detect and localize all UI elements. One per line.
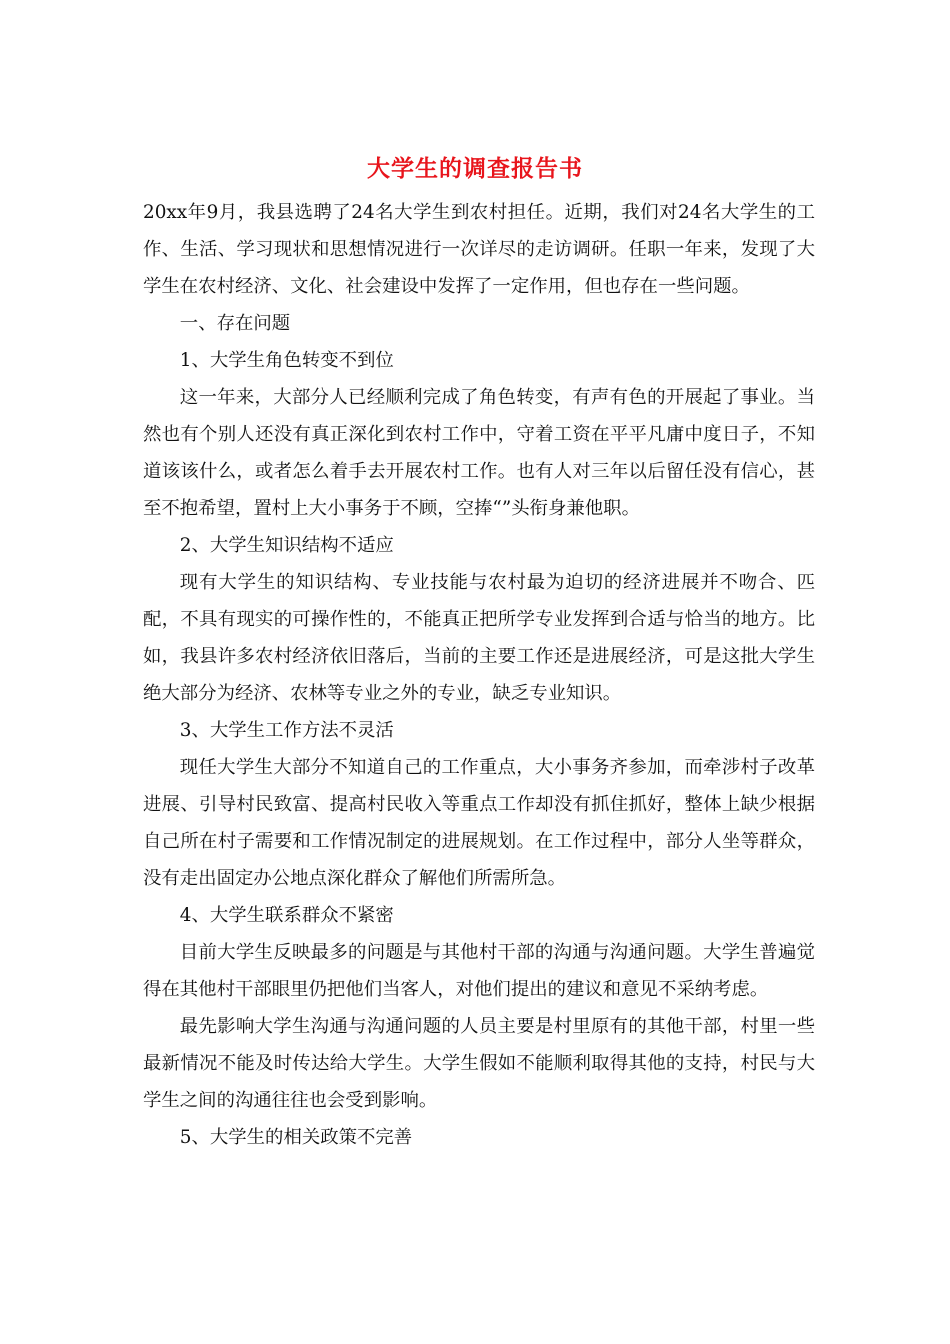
subheading-1: 1、大学生角色转变不到位	[179, 350, 394, 371]
paragraph-1: 这一年来，大部分人已经顺利完成了角色转变，有声有色的开展起了事业。当然也有个别人还没有真正深化到农村工作中，守着工资在平平凡庸中度日子，不知道该该什么，或者怎么着手去开展农村工作。也有人对三年以后留任没有信心，甚至不抱希望，置村上大小事务于不顾，空捧“”头衔身兼他职。	[143, 387, 815, 519]
subheading-5: 5、大学生的相关政策不完善	[179, 1127, 413, 1148]
subheading-4: 4、大学生联系群众不紧密	[179, 905, 394, 926]
subheading-3: 3、大学生工作方法不灵活	[179, 720, 394, 741]
paragraph-4a: 目前大学生反映最多的问题是与其他村干部的沟通与沟通问题。大学生普遍觉得在其他村干部眼里仍把他们当客人，对他们提出的建议和意见不采纳考虑。	[143, 942, 815, 1000]
paragraph-4b: 最先影响大学生沟通与沟通问题的人员主要是村里原有的其他干部，村里一些最新情况不能及时传达给大学生。大学生假如不能顺利取得其他的支持，村民与大学生之间的沟通往往也会受到影响。	[143, 1016, 815, 1111]
document-title: 大学生的调查报告书	[367, 155, 583, 182]
document-body	[143, 194, 815, 1156]
intro-paragraph: 20xx年9月，我县选聘了24名大学生到农村担任。近期，我们对24名大学生的工作、生活、学习现状和思想情况进行一次详尽的走访调研。任职一年来，发现了大学生在农村经济、文化、社会建设中发挥了一定作用，但也存在一些问题。	[143, 202, 815, 297]
subheading-2: 2、大学生知识结构不适应	[179, 535, 394, 556]
paragraph-3: 现任大学生大部分不知道自己的工作重点，大小事务齐参加，而牵涉村子改革进展、引导村民致富、提高村民收入等重点工作却没有抓住抓好，整体上缺少根据自己所在村子需要和工作情况制定的进展规划。在工作过程中，部分人坐等群众，没有走出固定办公地点深化群众了解他们所需所急。	[143, 757, 815, 889]
section-heading: 一、存在问题	[179, 313, 291, 334]
paragraph-2: 现有大学生的知识结构、专业技能与农村最为迫切的经济进展并不吻合、匹配，不具有现实的可操作性的，不能真正把所学专业发挥到合适与恰当的地方。比如，我县许多农村经济依旧落后，当前的主要工作还是进展经济，可是这批大学生绝大部分为经济、农林等专业之外的专业，缺乏专业知识。	[143, 572, 815, 704]
